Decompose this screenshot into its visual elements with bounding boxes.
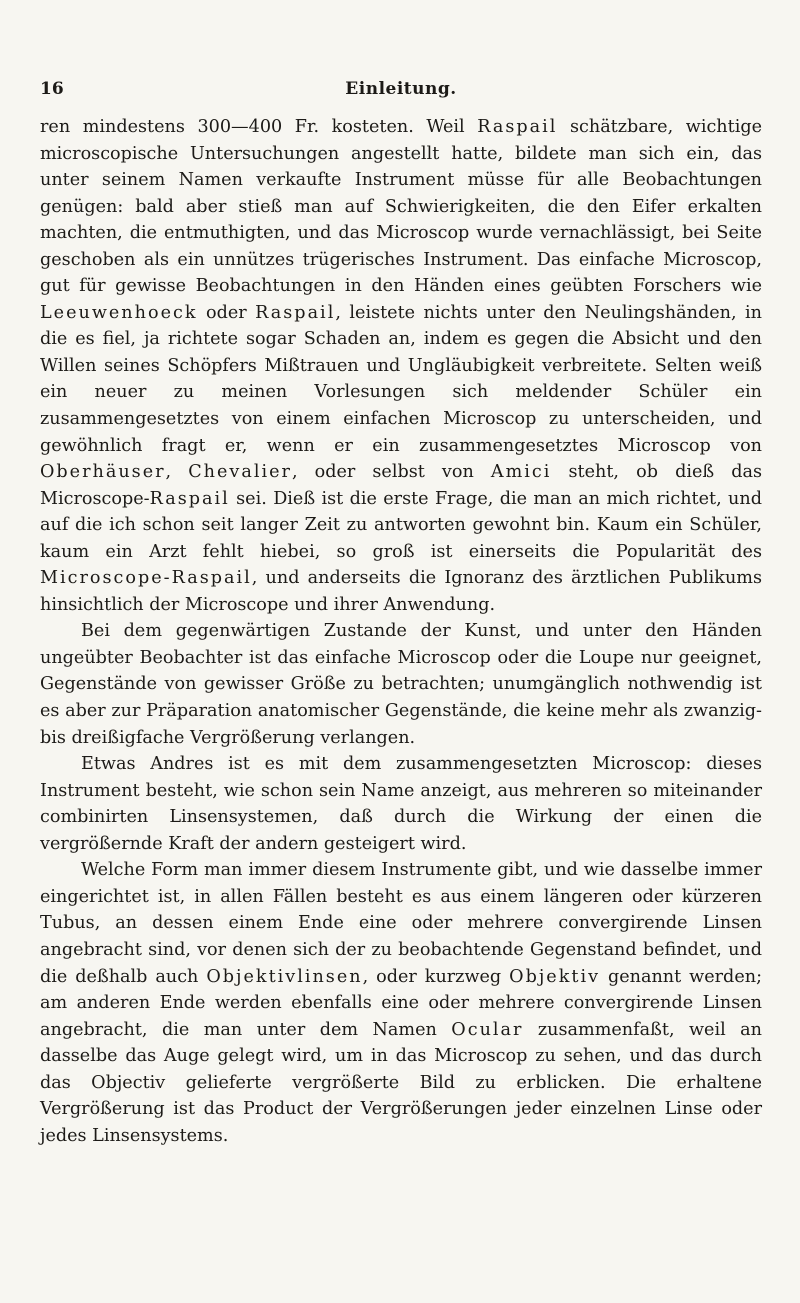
text-run: genannt werden; am anderen Ende werden ebenfalls eine oder mehrere convergirende Linsen angebracht, die man unter dem Namen xyxy=(40,966,762,1040)
paragraph xyxy=(40,618,762,751)
emphasized-name: Chevalier xyxy=(188,462,292,483)
emphasized-name: Leeuwenhoeck xyxy=(40,302,198,323)
emphasized-name: Raspail xyxy=(477,117,558,137)
emphasized-name: Oberhäuser xyxy=(40,462,166,483)
text-run: , oder selbst von xyxy=(291,462,491,483)
emphasized-name: Objektiv xyxy=(509,966,601,987)
paragraph xyxy=(40,114,762,618)
text-run: , und anderseits die Ignoranz des ärztlichen Publikums hinsichtlich der Microscope und ihrer Anwendung. xyxy=(40,568,762,615)
text-run: oder xyxy=(197,302,256,323)
body-text xyxy=(40,114,762,1149)
book-page xyxy=(40,76,762,1149)
text-run: schätzbare, wichtige microscopische Untersuchungen angestellt hatte, bildete man sich ein, das unter seinem Namen verkaufte Instrument müsse für alle Beobachtungen genügen: bald aber stieß man auf Schwierigkeiten, die den Eifer erkalten machten, die entmuthigten, und das Microscop wurde vernachlässigt, bei Seite geschoben als ein unnützes trügerisches Instrument. Das einfache Microscop, gut für gewisse Beobachtungen in den Händen eines geübten Forschers wie xyxy=(40,117,762,297)
text-run: sei. Dieß ist die erste Frage, die man an mich richtet, und auf die ich schon seit langer Zeit zu antworten gewohnt bin. Kaum ein Schüler, kaum ein Arzt fehlt hiebei, so groß ist einerseits die Popularität des xyxy=(40,488,762,562)
text-run: zusammenfaßt, weil an dasselbe das Auge gelegt wird, um in das Microscop zu sehen, und das durch das Objectiv gelieferte vergrößerte Bild zu erblicken. Die erhaltene Vergrößerung ist das Product der Vergrößerungen jeder einzelnen Linse oder jedes Linsensystems. xyxy=(40,1019,763,1146)
emphasized-name: Raspail xyxy=(255,302,336,323)
text-run: , oder kurzweg xyxy=(362,966,510,987)
text-run: , leistete nichts unter den Neulingshänden, in die es fiel, ja richtete sogar Schaden an, indem es gegen die Absicht und den Willen seines Schöpfers Mißtrauen und Ungläubigkeit verbreitete. Selten weiß ein neuer zu meinen Vorlesungen sich meldender Schüler ein zusammengesetztes von einem einfachen Microscop zu unterscheiden, und gewöhnlich fragt er, wenn er ein zusammengesetztes Microscop von xyxy=(40,302,762,456)
text-run: Welche Form man immer diesem Instrumente gibt, und wie dasselbe immer eingerichtet ist, in allen Fällen besteht es aus einem längeren oder kürzeren Tubus, an dessen einem Ende eine oder mehrere convergirende Linsen angebracht sind, vor denen sich der zu beobachtende Gegenstand befindet, und die deßhalb auch xyxy=(40,860,762,987)
page-header xyxy=(40,76,762,102)
emphasized-name: Microscope-Raspail xyxy=(40,568,252,589)
running-title: Einleitung. xyxy=(345,79,457,99)
emphasized-name: Ocular xyxy=(451,1019,524,1040)
text-run: Bei dem gegenwärtigen Zustande der Kunst, und unter den Händen ungeübter Beobachter ist das einfache Microscop oder die Loupe nur geeignet, Gegenstände von gewisser Größe zu betrachten; unumgänglich nothwendig ist es aber zur Präparation anatomischer Gegenstände, die keine mehr als zwanzig- bis dreißigfache Vergrößerung verlangen. xyxy=(40,621,762,748)
emphasized-name: Objektivlinsen xyxy=(206,966,363,987)
paragraph xyxy=(40,857,762,1149)
text-run: ren mindestens 300—400 Fr. kosteten. Weil xyxy=(40,117,478,137)
text-run: Etwas Andres ist es mit dem zusammengesetzten Microscop: dieses Instrument besteht, wie schon sein Name anzeigt, aus mehreren so miteinander combinirten Linsensystemen, daß durch die Wirkung der einen die vergrößernde Kraft der andern gesteigert wird. xyxy=(40,754,762,854)
text-run: , xyxy=(165,462,189,483)
text-run: steht, ob dieß das Microscope- xyxy=(40,462,762,509)
paragraph xyxy=(40,751,762,857)
emphasized-name: Raspail xyxy=(149,488,230,509)
page-number: 16 xyxy=(40,79,64,99)
emphasized-name: Amici xyxy=(490,462,552,483)
